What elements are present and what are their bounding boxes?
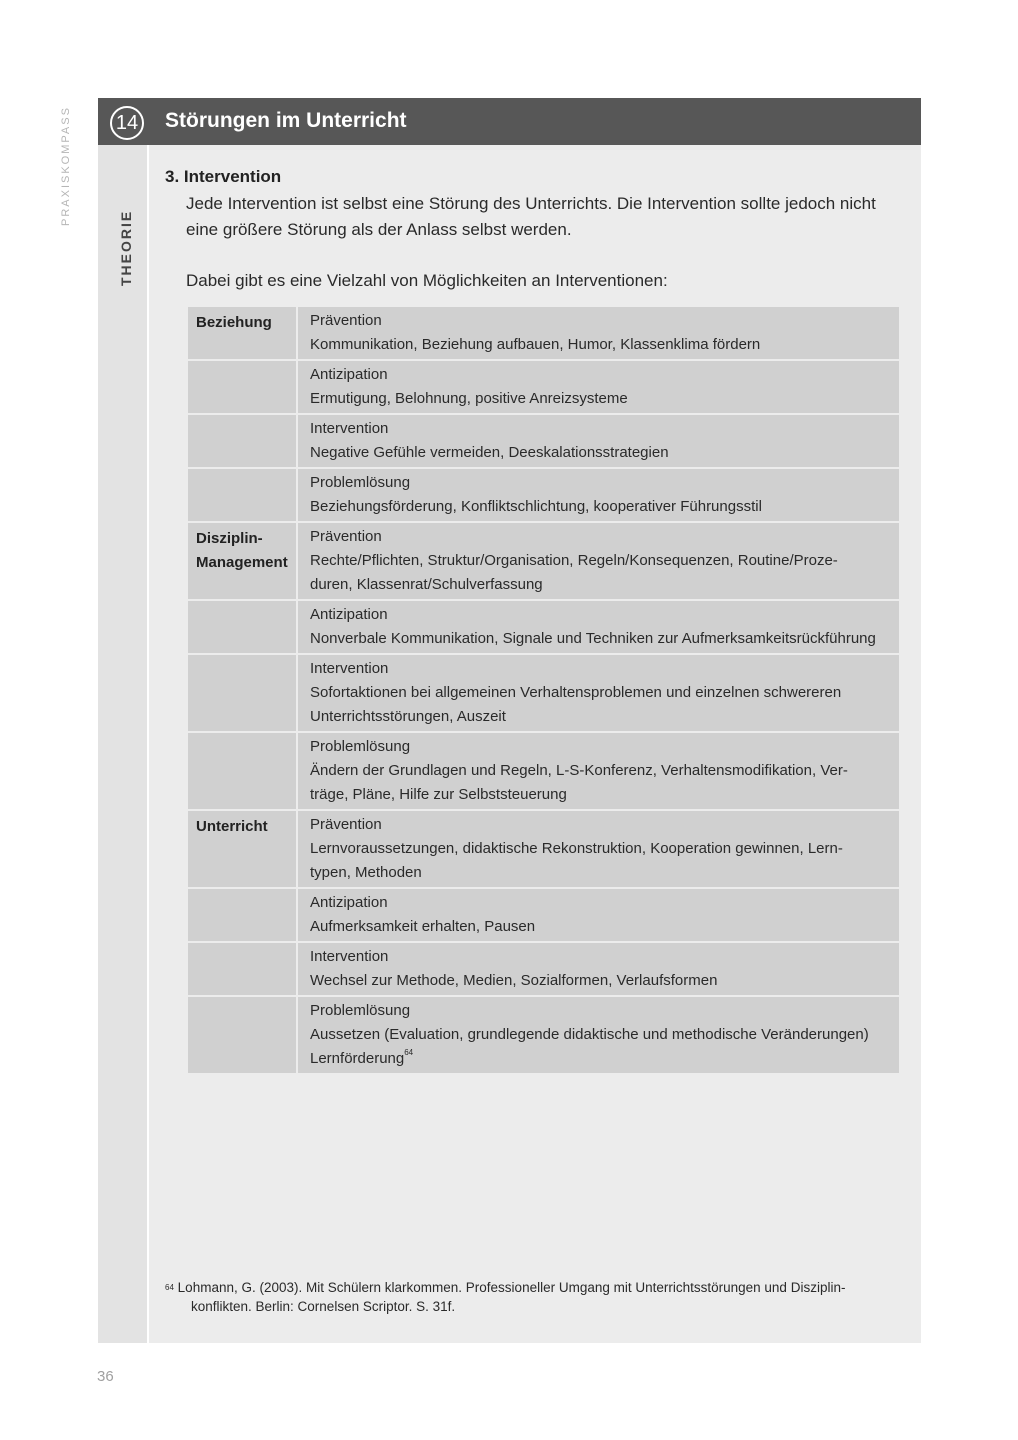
category-cell [188, 943, 296, 995]
measure-description-text: Negative Gefühle vermeiden, Deeskalationsstrategien [310, 444, 669, 461]
measure-title: Antizipation [310, 366, 388, 383]
table-row [188, 469, 899, 521]
category-cell [188, 415, 296, 467]
measure-description-text: Rechte/Pflichten, Struktur/Organisation, Regeln/Konsequenzen, Routine/Proze- duren, Klassenrat/Schulverfassung [310, 552, 838, 593]
measure-description [310, 549, 893, 597]
measure-description [310, 759, 893, 807]
measure-title: Prävention [310, 528, 382, 545]
footnote-number: 64 [165, 1283, 174, 1292]
measure-description [310, 1023, 893, 1071]
table-row [188, 523, 899, 599]
measure-title: Intervention [310, 420, 389, 437]
measure-cell [298, 415, 899, 467]
measure-description [310, 441, 893, 465]
table-row [188, 733, 899, 809]
measure-description-text: Wechsel zur Methode, Medien, Sozialformen, Verlaufsformen [310, 972, 718, 989]
table-row [188, 415, 899, 467]
measure-title: Intervention [310, 948, 389, 965]
table-row [188, 889, 899, 941]
category-cell [188, 889, 296, 941]
measure-cell [298, 361, 899, 413]
section-label: THEORIE [118, 209, 134, 286]
table-row [188, 997, 899, 1073]
measure-cell [298, 601, 899, 653]
category-cell: Unterricht [188, 811, 296, 887]
section-heading: 3. Intervention [165, 167, 282, 186]
measure-description [310, 495, 893, 519]
table-row [188, 361, 899, 413]
measure-cell [298, 889, 899, 941]
chapter-title: Störungen im Unterricht [165, 109, 407, 132]
measure-description [310, 681, 893, 729]
measure-title: Problemlösung [310, 474, 411, 491]
table-row [188, 811, 899, 887]
table-row [188, 655, 899, 731]
measure-description-text: Ermutigung, Belohnung, positive Anreizsysteme [310, 390, 628, 407]
measure-description-text: Ändern der Grundlagen und Regeln, L-S-Konferenz, Verhaltensmodifikation, Ver- träge, Pläne, Hilfe zur Selbststeuerung [310, 762, 848, 803]
footnote [165, 1278, 901, 1316]
category-cell [188, 469, 296, 521]
measure-title: Problemlösung [310, 738, 411, 755]
measure-title: Problemlösung [310, 1002, 411, 1019]
category-cell [188, 733, 296, 809]
measure-cell [298, 811, 899, 887]
measure-description-text: Nonverbale Kommunikation, Signale und Techniken zur Aufmerksamkeitsrückführung [310, 630, 876, 647]
measure-description-text: Beziehungsförderung, Konfliktschlichtung, kooperativer Führungsstil [310, 498, 762, 515]
measure-description [310, 387, 893, 411]
page-number: 36 [97, 1368, 114, 1385]
measure-cell [298, 733, 899, 809]
intro-paragraph: Jede Intervention ist selbst eine Störung des Unterrichts. Die Intervention sollte jedoch nicht eine größere Störung als der Anlass selbst werden. [186, 194, 876, 239]
measure-title: Prävention [310, 312, 382, 329]
measure-description-text: Aufmerksamkeit erhalten, Pausen [310, 918, 536, 935]
measure-cell [298, 943, 899, 995]
measure-description [310, 627, 893, 651]
category-cell [188, 997, 296, 1073]
measure-description-text: Sofortaktionen bei allgemeinen Verhaltensproblemen und einzelnen schwereren Unterrichtsstörungen, Auszeit [310, 684, 842, 725]
chapter-number-badge: 14 [110, 106, 144, 140]
measure-title: Antizipation [310, 606, 388, 623]
footnote-line-2: konflikten. Berlin: Cornelsen Scriptor. S. 31f. [191, 1299, 456, 1314]
measure-cell [298, 997, 899, 1073]
measure-description [310, 915, 893, 939]
category-cell [188, 601, 296, 653]
intervention-table [188, 307, 899, 1075]
table-row [188, 943, 899, 995]
chapter-header [98, 98, 921, 145]
section-strip [98, 145, 149, 1343]
footnote-line-1: Lohmann, G. (2003). Mit Schülern klarkommen. Professioneller Umgang mit Unterrichtsstörungen und Disziplin- [177, 1280, 846, 1295]
measure-cell [298, 307, 899, 359]
side-brand-label: PRAXISKOMPASS [60, 106, 72, 226]
measure-description [310, 837, 893, 885]
measure-description [310, 969, 893, 993]
table-row [188, 307, 899, 359]
measure-title: Antizipation [310, 894, 388, 911]
measure-title: Intervention [310, 660, 389, 677]
footnote-reference: 64 [404, 1048, 414, 1057]
category-cell: Beziehung [188, 307, 296, 359]
content-panel [98, 98, 921, 1343]
lead-paragraph: Dabei gibt es eine Vielzahl von Möglichkeiten an Interventionen: [186, 271, 668, 290]
category-cell: Disziplin- Management [188, 523, 296, 599]
measure-title: Prävention [310, 816, 382, 833]
measure-description-text: Kommunikation, Beziehung aufbauen, Humor, Klassenklima fördern [310, 336, 761, 353]
category-cell [188, 655, 296, 731]
table-row [188, 601, 899, 653]
measure-cell [298, 655, 899, 731]
measure-description-text: Aussetzen (Evaluation, grundlegende didaktische und methodische Veränderungen) Lernförderung [310, 1026, 869, 1067]
category-cell [188, 361, 296, 413]
measure-cell [298, 523, 899, 599]
measure-description-text: Lernvoraussetzungen, didaktische Rekonstruktion, Kooperation gewinnen, Lern- typen, Methoden [310, 840, 843, 881]
measure-description [310, 333, 893, 357]
measure-cell [298, 469, 899, 521]
